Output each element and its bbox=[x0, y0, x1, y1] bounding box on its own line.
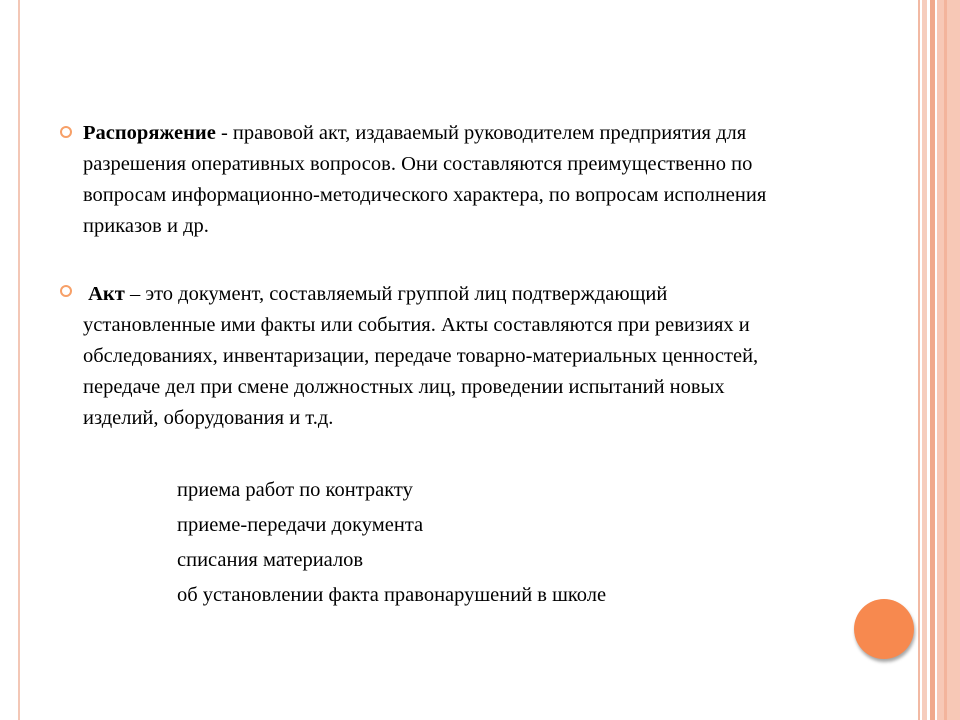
list-item: об установлении факта правонарушений в школе bbox=[177, 584, 607, 606]
definition-order-text: - правовой акт, издаваемый руководителем предприятия для разрешения оперативных вопросов. Они составляются преимущественно по вопросам информационно-методического характера, по вопросам исполнения приказов и др. bbox=[83, 122, 767, 237]
right-stripe-3 bbox=[930, 0, 935, 720]
list-item: приеме-передачи документа bbox=[177, 514, 424, 536]
left-border-line bbox=[18, 0, 20, 720]
ring-bullet-icon bbox=[60, 126, 72, 138]
right-stripe-5 bbox=[944, 0, 947, 720]
ring-bullet-icon bbox=[60, 285, 72, 297]
slide-content bbox=[60, 118, 780, 615]
term-act: Акт bbox=[88, 283, 125, 305]
right-stripe-4 bbox=[937, 0, 960, 720]
decorative-circle bbox=[854, 599, 914, 659]
definition-paragraph-act bbox=[60, 279, 780, 434]
definition-paragraph-order bbox=[60, 118, 780, 242]
right-stripe-1 bbox=[918, 0, 920, 720]
list-item: приема работ по контракту bbox=[177, 479, 413, 501]
list-item: списания материалов bbox=[177, 549, 364, 571]
term-order: Распоряжение bbox=[83, 122, 216, 144]
act-types-list bbox=[177, 475, 780, 615]
right-stripe-2 bbox=[922, 0, 927, 720]
definition-act-text: – это документ, составляемый группой лиц подтверждающий установленные ими факты или события. Акты составляются при ревизиях и обследованиях, инвентаризации, передаче товарно-материальных ценностей, передаче дел при смене должностных лиц, проведении испытаний новых изделий, оборудования и т.д. bbox=[83, 283, 759, 429]
